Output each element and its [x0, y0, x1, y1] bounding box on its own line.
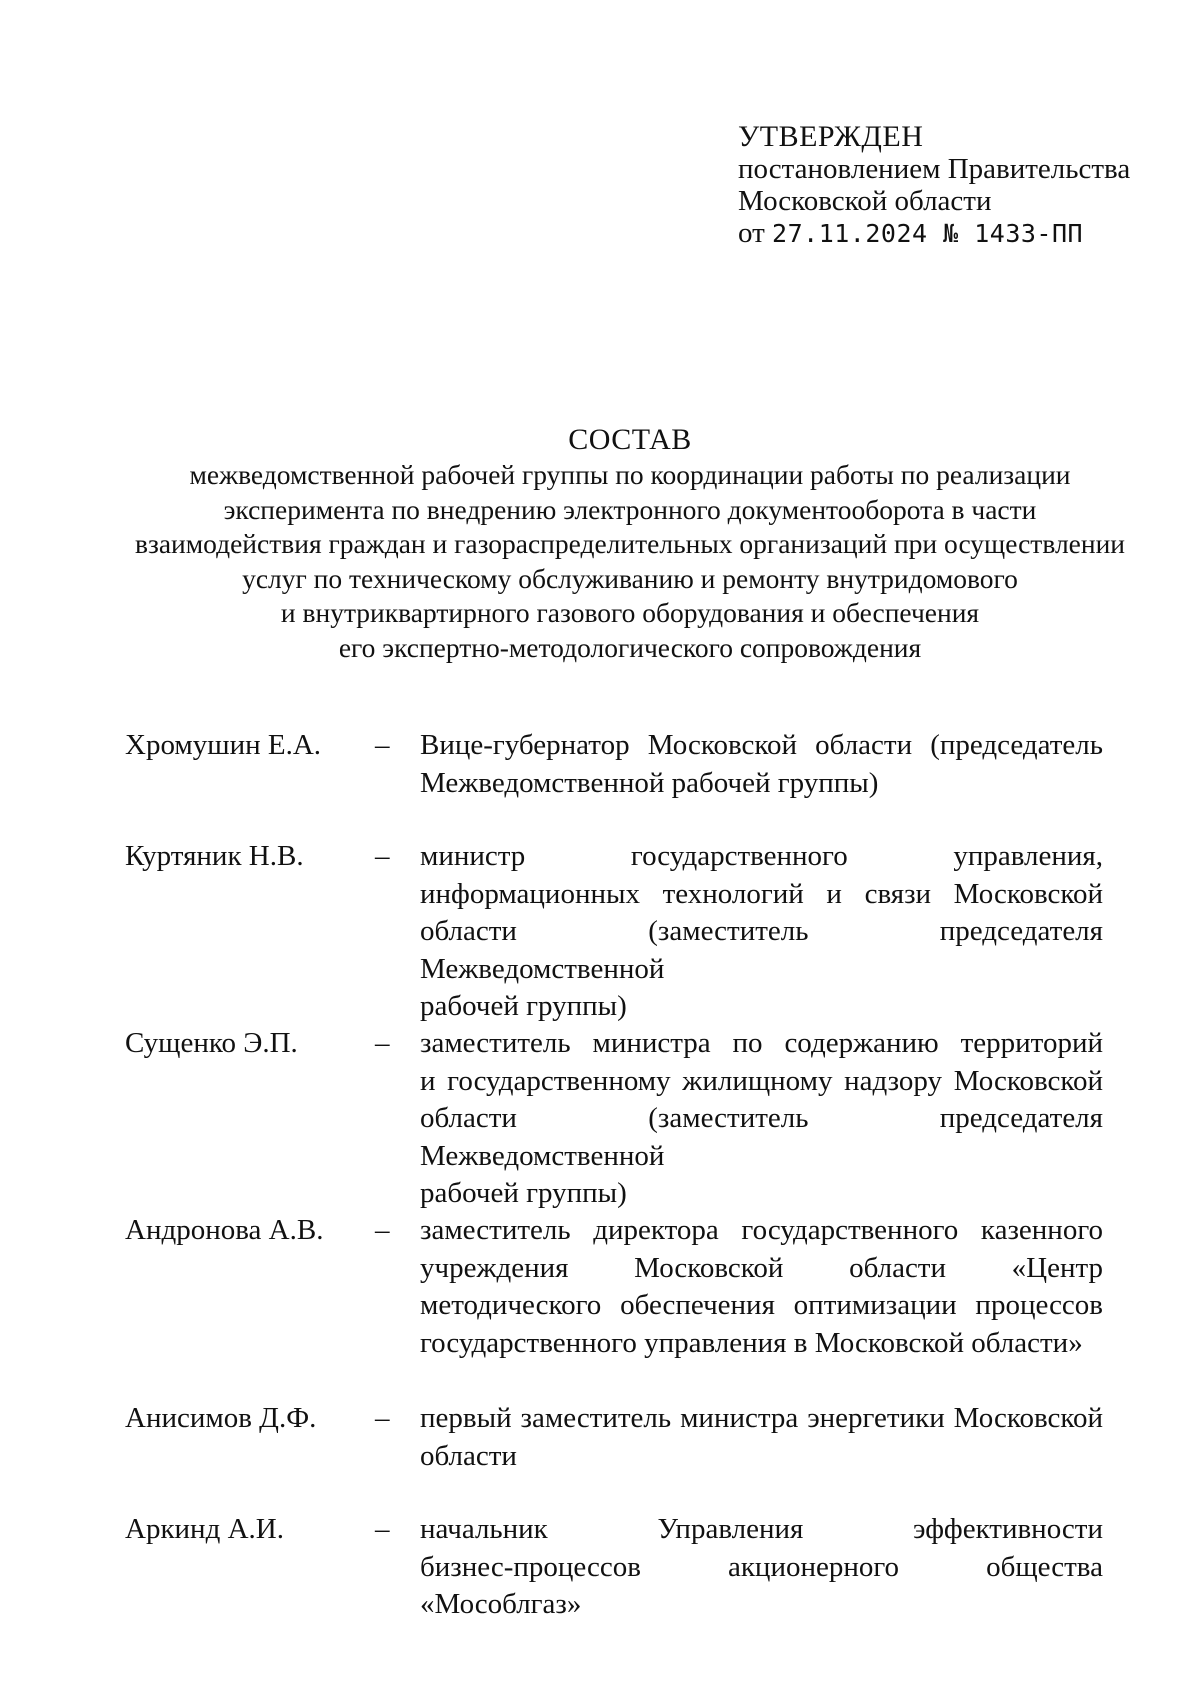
member-role-line: области (заместитель председателя Межведомственной: [420, 1102, 1103, 1172]
heading-line-5: и внутриквартирного газового оборудования и обеспечения: [280, 597, 980, 628]
document-title: СОСТАВ: [568, 423, 692, 456]
member-role-line: бизнес-процессов акционерного общества «Мособлгаз»: [420, 1550, 1103, 1620]
member-role-line: заместитель министра по содержанию территорий: [420, 1027, 1103, 1059]
member-role-line: области: [420, 1439, 517, 1472]
member-name: Анисимов Д.Ф.: [125, 1402, 317, 1434]
heading-line-3: взаимодействия граждан и газораспределительных организаций при осуществлении: [134, 528, 1126, 559]
approval-title: УТВЕРЖДЕН: [738, 120, 924, 153]
heading-line-6: его экспертно-методологического сопровождения: [338, 631, 922, 663]
approval-date-line: [738, 217, 1130, 250]
member-dash: –: [375, 1513, 390, 1545]
member-role-line: министр государственного управления,: [420, 840, 1103, 872]
member-name: Аркинд А.И.: [125, 1513, 284, 1545]
member-dash: –: [375, 1214, 390, 1246]
approval-line-2: Московской области: [738, 185, 992, 217]
member-dash: –: [375, 1027, 390, 1059]
member-role-line: заместитель директора государственного казенного: [420, 1214, 1103, 1246]
heading-line-1: межведомственной рабочей группы по координации работы по реализации: [189, 459, 1071, 490]
approval-date-number: 27.11.2024 № 1433-ПП: [772, 219, 1084, 248]
member-role: [420, 1511, 1103, 1624]
member-role: [420, 1212, 1103, 1362]
approval-date-prefix: от: [738, 217, 765, 249]
member-role-line: учреждения Московской области «Центр: [420, 1251, 1103, 1284]
member-role-line: первый заместитель министра энергетики Московской: [420, 1402, 1103, 1434]
member-dash: –: [375, 840, 390, 872]
member-role-line: государственного управления в Московской области»: [420, 1326, 1083, 1359]
member-role-line: Межведомственной рабочей группы): [420, 766, 879, 799]
member-name: Хромушин Е.А.: [125, 729, 322, 761]
member-name: Куртяник Н.В.: [125, 840, 304, 872]
member-name: Сущенко Э.П.: [125, 1027, 298, 1059]
member-dash: –: [375, 729, 390, 761]
member-role: [420, 1400, 1103, 1475]
member-role-line: методического обеспечения оптимизации процессов: [420, 1289, 1103, 1321]
member-role-line: Вице-губернатор Московской области (председатель: [420, 729, 1103, 761]
member-role-line: области (заместитель председателя Межведомственной: [420, 915, 1103, 985]
member-role-line: и государственному жилищному надзору Московской: [420, 1064, 1103, 1097]
approval-line-1: постановлением Правительства: [738, 153, 1131, 185]
heading-line-2: эксперимента по внедрению электронного документооборота в части: [223, 493, 1037, 525]
heading-line-4: услуг по техническому обслуживанию и ремонту внутридомового: [242, 562, 1018, 594]
member-dash: –: [375, 1402, 390, 1434]
document-heading: [60, 422, 1200, 665]
member-role: [420, 838, 1103, 1026]
member-role: [420, 727, 1103, 802]
member-role-line: начальник Управления эффективности: [420, 1513, 1103, 1545]
member-name: Андронова А.В.: [125, 1214, 324, 1246]
member-role-line: рабочей группы): [420, 990, 627, 1022]
member-role-line: рабочей группы): [420, 1177, 627, 1209]
member-role: [420, 1025, 1103, 1213]
member-role-line: информационных технологий и связи Московской: [420, 877, 1103, 910]
approval-block: [738, 121, 1130, 250]
